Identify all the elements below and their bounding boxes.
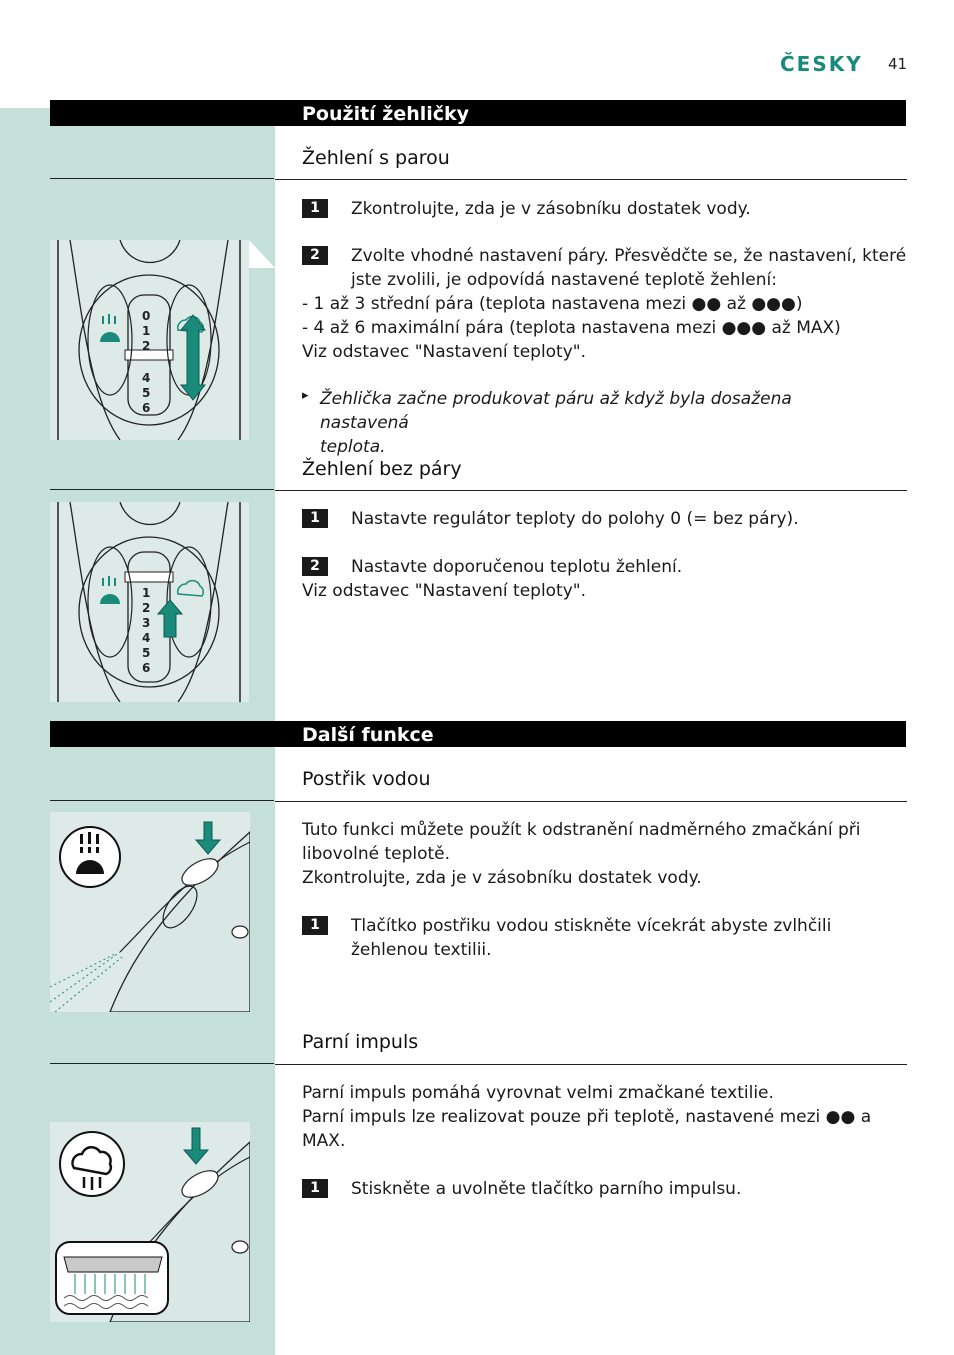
step-text: Stiskněte a uvolněte tlačítko parního impulsu.: [351, 1179, 742, 1199]
shot-description: [302, 1081, 907, 1153]
dial-number: 1: [142, 324, 151, 338]
pointer-triangle: [249, 240, 275, 270]
dry-heading: Žehlení bez páry: [302, 458, 462, 480]
dry-dial-illustration: [50, 502, 249, 702]
dial-number: 1: [142, 586, 151, 600]
section-title: Použití žehličky: [302, 103, 470, 125]
step-number: 2: [302, 557, 328, 576]
spray-description: [302, 818, 907, 890]
divider: [50, 489, 274, 490]
step-number: 2: [302, 246, 328, 265]
step-text: Nastavte doporučenou teplotu žehlení.: [351, 557, 683, 577]
note-marker: ▸: [302, 388, 309, 403]
spray-illustration: [50, 812, 250, 1012]
bullet-item: - 1 až 3 střední pára (teplota nastavena mezi ●● až ●●●): [302, 294, 803, 314]
paragraph-line: Zkontrolujte, zda je v zásobníku dostatek vody.: [302, 868, 702, 888]
paragraph-line: Tuto funkci můžete použít k odstranění nadměrného zmačkání při: [302, 820, 861, 840]
divider: [50, 178, 274, 179]
dial-number: 5: [142, 646, 151, 660]
step-text-line: jste zvolili, je odpovídá nastavené teplotě žehlení:: [351, 270, 777, 290]
step-number: 1: [302, 509, 328, 528]
dial-number: 5: [142, 386, 151, 400]
note-line: Žehlička začne produkovat páru až když byla dosažena nastavená: [320, 389, 792, 433]
language-label: ČESKY: [780, 52, 863, 76]
step-number: 1: [302, 1179, 328, 1198]
step-text: Nastavte regulátor teploty do polohy 0 (= bez páry).: [351, 509, 799, 529]
spray-heading: Postřik vodou: [302, 768, 431, 790]
step-text: [351, 914, 911, 962]
dial-number: 0: [142, 309, 151, 323]
divider: [275, 1064, 907, 1065]
note-text: [320, 387, 880, 459]
step-text-line: Zvolte vhodné nastavení páry. Přesvědčte se, že nastavení, které: [351, 246, 907, 266]
divider: [275, 490, 907, 491]
steam-dial-illustration: [50, 240, 249, 440]
bullet-item: - 4 až 6 maximální pára (teplota nastavena mezi ●●● až MAX): [302, 318, 841, 338]
divider: [275, 801, 907, 802]
note-line: teplota.: [320, 437, 386, 457]
shot-heading: Parní impuls: [302, 1031, 419, 1053]
dial-number: 6: [142, 661, 151, 675]
step-number: 1: [302, 199, 328, 218]
section-bar-usage: [50, 100, 906, 126]
step-text-line: Tlačítko postřiku vodou stiskněte vícekrát abyste zvlhčili: [351, 916, 832, 936]
step-text: Zkontrolujte, zda je v zásobníku dostatek vody.: [351, 199, 751, 219]
paragraph-line: Parní impuls pomáhá vyrovnat velmi zmačkané textilie.: [302, 1083, 774, 1103]
section-title: Další funkce: [302, 724, 434, 746]
divider: [50, 800, 274, 801]
page-number: 41: [888, 55, 908, 73]
section-bar-features: [50, 721, 906, 747]
divider: [50, 1063, 274, 1064]
step-number: 1: [302, 916, 328, 935]
paragraph-line: Parní impuls lze realizovat pouze při teplotě, nastavené mezi ●● a: [302, 1107, 872, 1127]
dial-number: 4: [142, 631, 151, 645]
paragraph-line: libovolné teplotě.: [302, 844, 451, 864]
reference-text: Viz odstavec "Nastavení teploty".: [302, 581, 587, 601]
step-text: [351, 244, 911, 292]
divider: [275, 179, 907, 180]
steam-options: [302, 292, 907, 364]
dial-number: 6: [142, 401, 151, 415]
shot-illustration: [50, 1122, 250, 1322]
dial-number: 3: [142, 616, 151, 630]
dial-number: 4: [142, 371, 151, 385]
step-text-line: žehlenou textilii.: [351, 940, 492, 960]
steam-heading: Žehlení s parou: [302, 147, 450, 169]
reference-text: Viz odstavec "Nastavení teploty".: [302, 342, 587, 362]
dial-number: 2: [142, 339, 151, 353]
paragraph-line: MAX.: [302, 1131, 346, 1151]
dial-number: 2: [142, 601, 151, 615]
